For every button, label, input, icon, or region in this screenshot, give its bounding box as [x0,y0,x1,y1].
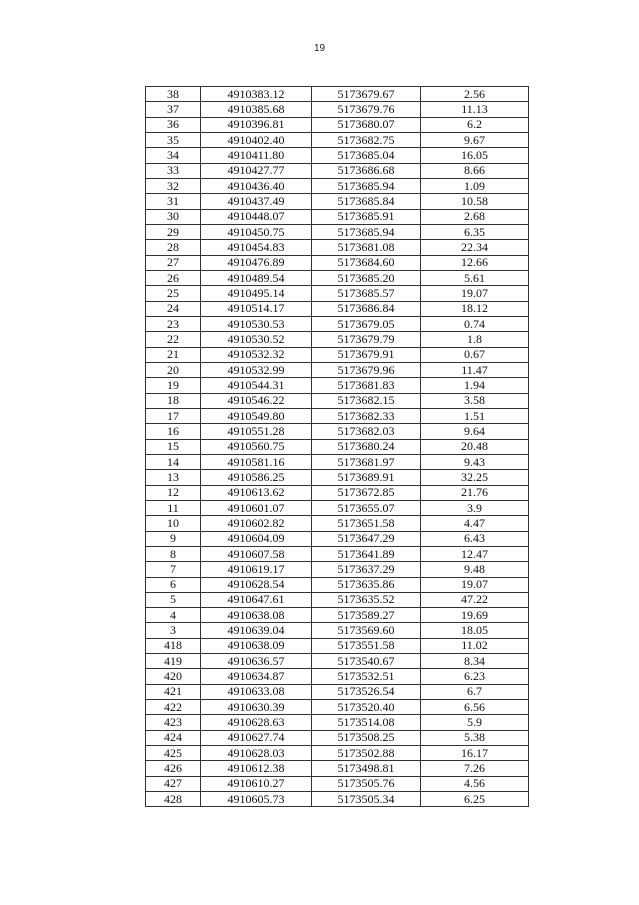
table-row [146,730,529,745]
point-number-cell: 19 [146,378,201,393]
x-coordinate-cell: 4910402.40 [201,132,312,147]
page-number: 19 [313,43,326,54]
table-row [146,500,529,515]
distance-cell: 22.34 [421,240,529,255]
y-coordinate-cell: 5173679.91 [312,347,421,362]
point-number-cell: 420 [146,669,201,684]
point-number-cell: 20 [146,362,201,377]
table-row [146,577,529,592]
x-coordinate-cell: 4910619.17 [201,562,312,577]
point-number-cell: 31 [146,194,201,209]
x-coordinate-cell: 4910560.75 [201,439,312,454]
y-coordinate-cell: 5173540.67 [312,654,421,669]
distance-cell: 5.9 [421,715,529,730]
x-coordinate-cell: 4910532.99 [201,362,312,377]
point-number-cell: 30 [146,209,201,224]
distance-cell: 6.7 [421,684,529,699]
x-coordinate-cell: 4910532.32 [201,347,312,362]
point-number-cell: 8 [146,546,201,561]
point-number-cell: 16 [146,424,201,439]
y-coordinate-cell: 5173532.51 [312,669,421,684]
y-coordinate-cell: 5173685.94 [312,178,421,193]
table-row [146,792,529,807]
point-number-cell: 25 [146,286,201,301]
table-row [146,684,529,699]
y-coordinate-cell: 5173502.88 [312,746,421,761]
point-number-cell: 426 [146,761,201,776]
distance-cell: 2.68 [421,209,529,224]
table-row [146,485,529,500]
table-row [146,102,529,117]
point-number-cell: 10 [146,516,201,531]
distance-cell: 18.12 [421,301,529,316]
table-row [146,623,529,638]
point-number-cell: 26 [146,270,201,285]
distance-cell: 18.05 [421,623,529,638]
point-number-cell: 17 [146,408,201,423]
distance-cell: 6.56 [421,700,529,715]
x-coordinate-cell: 4910396.81 [201,117,312,132]
distance-cell: 21.76 [421,485,529,500]
x-coordinate-cell: 4910544.31 [201,378,312,393]
x-coordinate-cell: 4910601.07 [201,500,312,515]
distance-cell: 19.69 [421,608,529,623]
point-number-cell: 3 [146,623,201,638]
distance-cell: 16.17 [421,746,529,761]
distance-cell: 8.66 [421,163,529,178]
y-coordinate-cell: 5173641.89 [312,546,421,561]
x-coordinate-cell: 4910639.04 [201,623,312,638]
point-number-cell: 422 [146,700,201,715]
y-coordinate-cell: 5173682.75 [312,132,421,147]
point-number-cell: 37 [146,102,201,117]
distance-cell: 9.43 [421,454,529,469]
y-coordinate-cell: 5173551.58 [312,638,421,653]
distance-cell: 6.25 [421,792,529,807]
table-row [146,546,529,561]
y-coordinate-cell: 5173672.85 [312,485,421,500]
y-coordinate-cell: 5173681.97 [312,454,421,469]
table-row [146,148,529,163]
x-coordinate-cell: 4910634.87 [201,669,312,684]
table-row [146,163,529,178]
point-number-cell: 21 [146,347,201,362]
distance-cell: 11.02 [421,638,529,653]
x-coordinate-cell: 4910628.54 [201,577,312,592]
y-coordinate-cell: 5173686.84 [312,301,421,316]
table-row [146,224,529,239]
distance-cell: 9.67 [421,132,529,147]
distance-cell: 3.9 [421,500,529,515]
x-coordinate-cell: 4910610.27 [201,776,312,791]
y-coordinate-cell: 5173682.15 [312,393,421,408]
table-row [146,194,529,209]
table-row [146,669,529,684]
y-coordinate-cell: 5173679.67 [312,87,421,102]
x-coordinate-cell: 4910530.53 [201,316,312,331]
y-coordinate-cell: 5173655.07 [312,500,421,515]
x-coordinate-cell: 4910411.80 [201,148,312,163]
distance-cell: 12.47 [421,546,529,561]
point-number-cell: 424 [146,730,201,745]
table-row [146,286,529,301]
point-number-cell: 6 [146,577,201,592]
y-coordinate-cell: 5173635.86 [312,577,421,592]
distance-cell: 6.23 [421,669,529,684]
point-number-cell: 11 [146,500,201,515]
distance-cell: 1.94 [421,378,529,393]
distance-cell: 11.47 [421,362,529,377]
x-coordinate-cell: 4910628.03 [201,746,312,761]
distance-cell: 9.48 [421,562,529,577]
point-number-cell: 28 [146,240,201,255]
table-row [146,378,529,393]
distance-cell: 10.58 [421,194,529,209]
x-coordinate-cell: 4910630.39 [201,700,312,715]
distance-cell: 1.8 [421,332,529,347]
y-coordinate-cell: 5173682.33 [312,408,421,423]
table-row [146,301,529,316]
x-coordinate-cell: 4910450.75 [201,224,312,239]
x-coordinate-cell: 4910495.14 [201,286,312,301]
x-coordinate-cell: 4910607.58 [201,546,312,561]
table-row [146,347,529,362]
point-number-cell: 24 [146,301,201,316]
y-coordinate-cell: 5173526.54 [312,684,421,699]
point-number-cell: 32 [146,178,201,193]
table-row [146,608,529,623]
distance-cell: 12.66 [421,255,529,270]
x-coordinate-cell: 4910514.17 [201,301,312,316]
table-row [146,240,529,255]
distance-cell: 6.35 [421,224,529,239]
point-number-cell: 36 [146,117,201,132]
point-number-cell: 427 [146,776,201,791]
table-row [146,761,529,776]
point-number-cell: 12 [146,485,201,500]
point-number-cell: 27 [146,255,201,270]
y-coordinate-cell: 5173508.25 [312,730,421,745]
y-coordinate-cell: 5173637.29 [312,562,421,577]
x-coordinate-cell: 4910586.25 [201,470,312,485]
table-row [146,424,529,439]
y-coordinate-cell: 5173680.24 [312,439,421,454]
point-number-cell: 428 [146,792,201,807]
x-coordinate-cell: 4910530.52 [201,332,312,347]
table-row [146,700,529,715]
distance-cell: 47.22 [421,592,529,607]
y-coordinate-cell: 5173682.03 [312,424,421,439]
y-coordinate-cell: 5173689.91 [312,470,421,485]
y-coordinate-cell: 5173635.52 [312,592,421,607]
x-coordinate-cell: 4910581.16 [201,454,312,469]
distance-cell: 32.25 [421,470,529,485]
x-coordinate-cell: 4910551.28 [201,424,312,439]
table-row [146,393,529,408]
table-row [146,592,529,607]
table-row [146,531,529,546]
table-row [146,746,529,761]
distance-cell: 1.51 [421,408,529,423]
y-coordinate-cell: 5173685.20 [312,270,421,285]
y-coordinate-cell: 5173589.27 [312,608,421,623]
x-coordinate-cell: 4910604.09 [201,531,312,546]
y-coordinate-cell: 5173685.57 [312,286,421,301]
coordinate-table [145,86,529,807]
y-coordinate-cell: 5173651.58 [312,516,421,531]
distance-cell: 3.58 [421,393,529,408]
point-number-cell: 23 [146,316,201,331]
x-coordinate-cell: 4910436.40 [201,178,312,193]
point-number-cell: 15 [146,439,201,454]
distance-cell: 8.34 [421,654,529,669]
point-number-cell: 421 [146,684,201,699]
distance-cell: 19.07 [421,286,529,301]
table-row [146,87,529,102]
table-row [146,362,529,377]
coordinate-table-body [146,87,529,807]
distance-cell: 11.13 [421,102,529,117]
distance-cell: 16.05 [421,148,529,163]
table-row [146,270,529,285]
y-coordinate-cell: 5173679.76 [312,102,421,117]
distance-cell: 7.26 [421,761,529,776]
distance-cell: 6.2 [421,117,529,132]
x-coordinate-cell: 4910546.22 [201,393,312,408]
x-coordinate-cell: 4910633.08 [201,684,312,699]
table-row [146,255,529,270]
x-coordinate-cell: 4910448.07 [201,209,312,224]
table-row [146,454,529,469]
x-coordinate-cell: 4910627.74 [201,730,312,745]
point-number-cell: 14 [146,454,201,469]
point-number-cell: 38 [146,87,201,102]
point-number-cell: 33 [146,163,201,178]
x-coordinate-cell: 4910437.49 [201,194,312,209]
x-coordinate-cell: 4910602.82 [201,516,312,531]
x-coordinate-cell: 4910427.77 [201,163,312,178]
point-number-cell: 9 [146,531,201,546]
distance-cell: 5.38 [421,730,529,745]
x-coordinate-cell: 4910628.63 [201,715,312,730]
table-row [146,316,529,331]
y-coordinate-cell: 5173679.05 [312,316,421,331]
y-coordinate-cell: 5173681.83 [312,378,421,393]
table-row [146,562,529,577]
point-number-cell: 419 [146,654,201,669]
x-coordinate-cell: 4910612.38 [201,761,312,776]
x-coordinate-cell: 4910549.80 [201,408,312,423]
y-coordinate-cell: 5173505.34 [312,792,421,807]
point-number-cell: 35 [146,132,201,147]
point-number-cell: 423 [146,715,201,730]
y-coordinate-cell: 5173680.07 [312,117,421,132]
x-coordinate-cell: 4910383.12 [201,87,312,102]
distance-cell: 2.56 [421,87,529,102]
y-coordinate-cell: 5173681.08 [312,240,421,255]
y-coordinate-cell: 5173679.96 [312,362,421,377]
x-coordinate-cell: 4910385.68 [201,102,312,117]
y-coordinate-cell: 5173514.08 [312,715,421,730]
x-coordinate-cell: 4910636.57 [201,654,312,669]
point-number-cell: 425 [146,746,201,761]
y-coordinate-cell: 5173520.40 [312,700,421,715]
y-coordinate-cell: 5173685.04 [312,148,421,163]
y-coordinate-cell: 5173505.76 [312,776,421,791]
table-row [146,776,529,791]
distance-cell: 1.09 [421,178,529,193]
table-row [146,439,529,454]
distance-cell: 0.74 [421,316,529,331]
distance-cell: 19.07 [421,577,529,592]
table-row [146,117,529,132]
y-coordinate-cell: 5173685.84 [312,194,421,209]
y-coordinate-cell: 5173684.60 [312,255,421,270]
point-number-cell: 22 [146,332,201,347]
distance-cell: 5.61 [421,270,529,285]
distance-cell: 4.56 [421,776,529,791]
distance-cell: 9.64 [421,424,529,439]
table-row [146,638,529,653]
distance-cell: 6.43 [421,531,529,546]
x-coordinate-cell: 4910476.89 [201,255,312,270]
y-coordinate-cell: 5173498.81 [312,761,421,776]
y-coordinate-cell: 5173647.29 [312,531,421,546]
x-coordinate-cell: 4910647.61 [201,592,312,607]
y-coordinate-cell: 5173686.68 [312,163,421,178]
point-number-cell: 5 [146,592,201,607]
y-coordinate-cell: 5173569.60 [312,623,421,638]
distance-cell: 20.48 [421,439,529,454]
point-number-cell: 7 [146,562,201,577]
table-row [146,654,529,669]
table-row [146,470,529,485]
point-number-cell: 29 [146,224,201,239]
y-coordinate-cell: 5173685.91 [312,209,421,224]
point-number-cell: 34 [146,148,201,163]
distance-cell: 0.67 [421,347,529,362]
point-number-cell: 18 [146,393,201,408]
point-number-cell: 13 [146,470,201,485]
table-row [146,516,529,531]
table-row [146,178,529,193]
x-coordinate-cell: 4910638.09 [201,638,312,653]
point-number-cell: 418 [146,638,201,653]
table-row [146,332,529,347]
table-row [146,132,529,147]
y-coordinate-cell: 5173685.94 [312,224,421,239]
x-coordinate-cell: 4910489.54 [201,270,312,285]
x-coordinate-cell: 4910454.83 [201,240,312,255]
x-coordinate-cell: 4910638.08 [201,608,312,623]
x-coordinate-cell: 4910613.62 [201,485,312,500]
y-coordinate-cell: 5173679.79 [312,332,421,347]
table-row [146,715,529,730]
table-row [146,209,529,224]
distance-cell: 4.47 [421,516,529,531]
point-number-cell: 4 [146,608,201,623]
table-row [146,408,529,423]
x-coordinate-cell: 4910605.73 [201,792,312,807]
